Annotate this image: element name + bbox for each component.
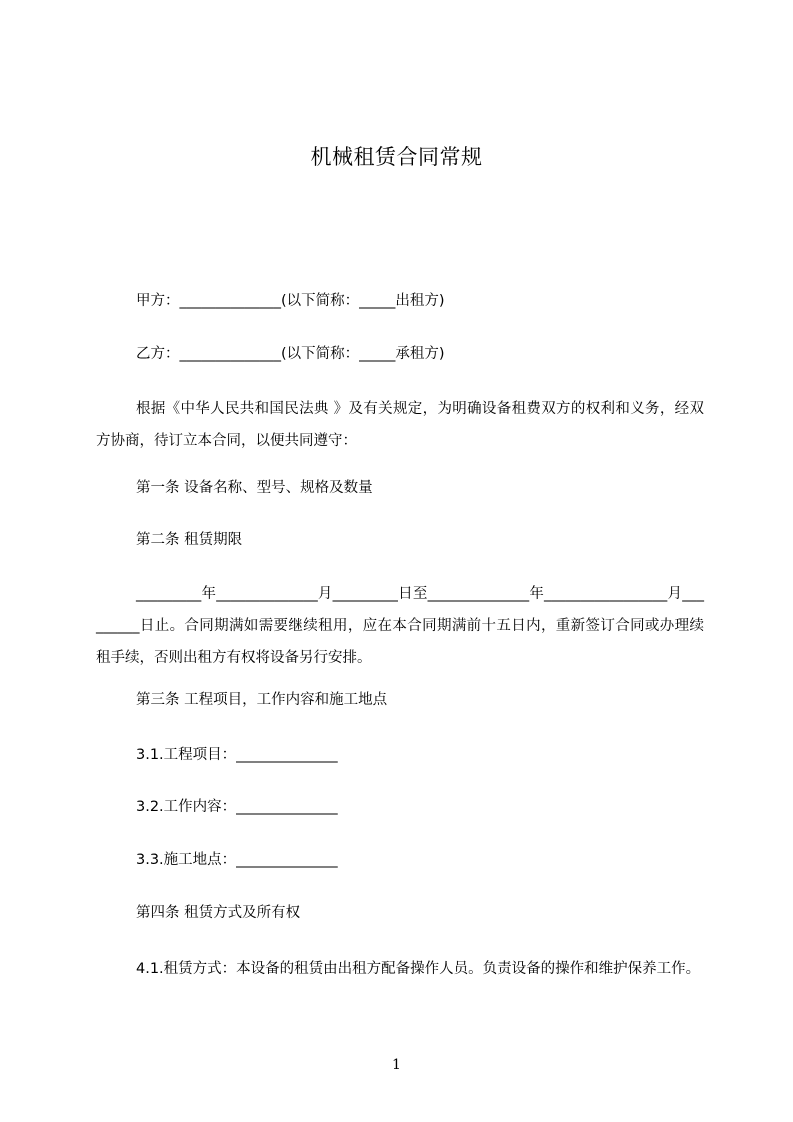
item-3-2: 3.2.工作内容：______________ [136,799,338,815]
item-3-3: 3.3.施工地点：______________ [136,852,338,868]
preamble-paragraph: 根据《中华人民共和国民法典 》及有关规定，为明确设备租费双方的权利和义务，经双方协商，待订立本合同，以便共同遵守： [96,401,704,449]
article-3-heading: 第三条 工程项目，工作内容和施工地点 [136,692,388,708]
item-3-1: 3.1.工程项目：______________ [136,747,338,763]
article-1-heading: 第一条 设备名称、型号、规格及数量 [136,480,373,496]
page-number: 1 [392,1057,401,1073]
article-4-heading: 第四条 租赁方式及所有权 [136,905,301,921]
document-title: 机械租赁合同常规 [310,145,483,169]
item-4-1: 4.1.租赁方式：本设备的租赁由出租方配备操作人员。负责设备的操作和维护保养工作。 [136,961,701,977]
article-2-heading: 第二条 租赁期限 [136,532,243,548]
party-b-line: 乙方：______________(以下简称：_____承租方) [136,346,445,362]
article-2-body: _________年______________月_________日至______________年_________________月_________日止。合同期满如需要继续租用，应在本合同期满前十五日内，重新签订合同或办理续租手续，否则出租方有权将设备另行安排。 [96,586,704,666]
party-a-line: 甲方：______________(以下简称：_____出租方) [136,293,445,309]
